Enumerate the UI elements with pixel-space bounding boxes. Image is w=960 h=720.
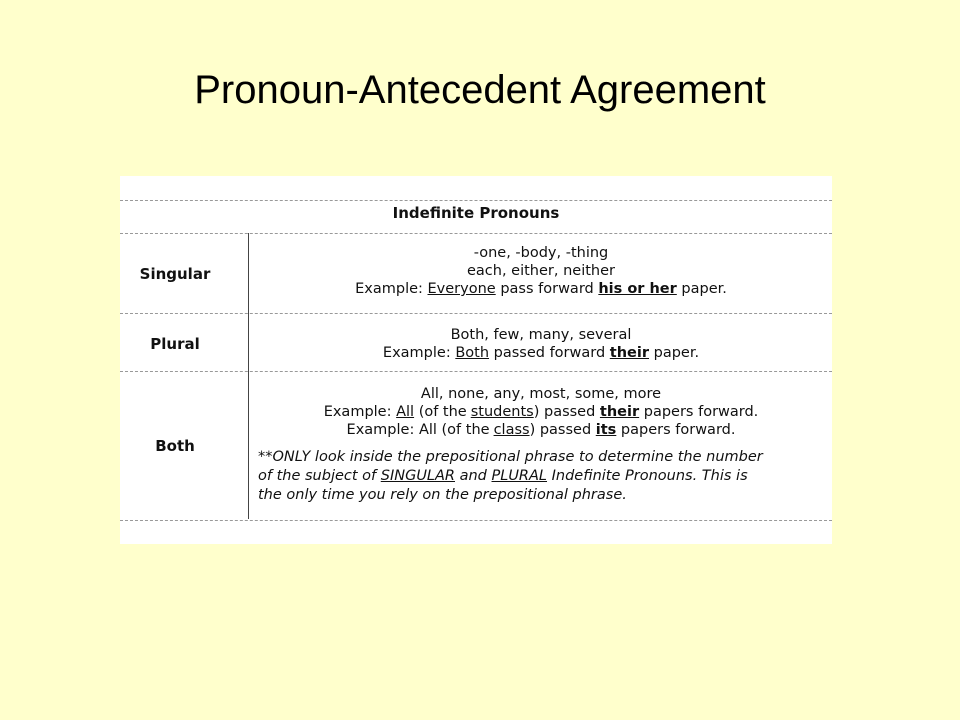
- singular-line1: -one, -body, -thing: [473, 245, 609, 261]
- prepositional-phrase-note: [258, 448, 832, 505]
- both-line1: All, none, any, most, some, more: [420, 386, 662, 402]
- table-top-rule: [120, 200, 832, 201]
- table-bottom-rule: [120, 520, 832, 521]
- slide-title: Pronoun-Antecedent Agreement: [194, 68, 766, 112]
- table-header: Indefinite Pronouns: [392, 204, 560, 222]
- both-example2: Example: All (of the class) passed its papers forward.: [346, 422, 736, 438]
- singular-example: Example: Everyone pass forward his or her paper.: [355, 281, 727, 297]
- plural-line1: Both, few, many, several: [450, 327, 632, 343]
- row-label-plural: Plural: [150, 335, 200, 353]
- plural-example: Example: Both passed forward their paper.: [382, 345, 700, 361]
- singular-line2: each, either, neither: [466, 263, 615, 279]
- plural-both-rule: [120, 371, 832, 372]
- indefinite-pronouns-table: [120, 176, 832, 544]
- both-cell: [250, 385, 832, 439]
- row-label-singular: Singular: [139, 265, 211, 283]
- both-example1: Example: All (of the students) passed their papers forward.: [323, 404, 759, 420]
- note-line3: the only time you rely on the prepositional phrase.: [258, 487, 627, 503]
- header-rule: [120, 233, 832, 234]
- column-divider: [248, 233, 249, 519]
- plural-cell: [250, 326, 832, 362]
- row-label-both: Both: [155, 437, 195, 455]
- singular-cell: [250, 244, 832, 298]
- note-line1: **ONLY look inside the prepositional phrase to determine the number: [258, 449, 763, 465]
- note-line2: of the subject of SINGULAR and PLURAL Indefinite Pronouns. This is: [258, 468, 748, 484]
- singular-plural-rule: [120, 313, 832, 314]
